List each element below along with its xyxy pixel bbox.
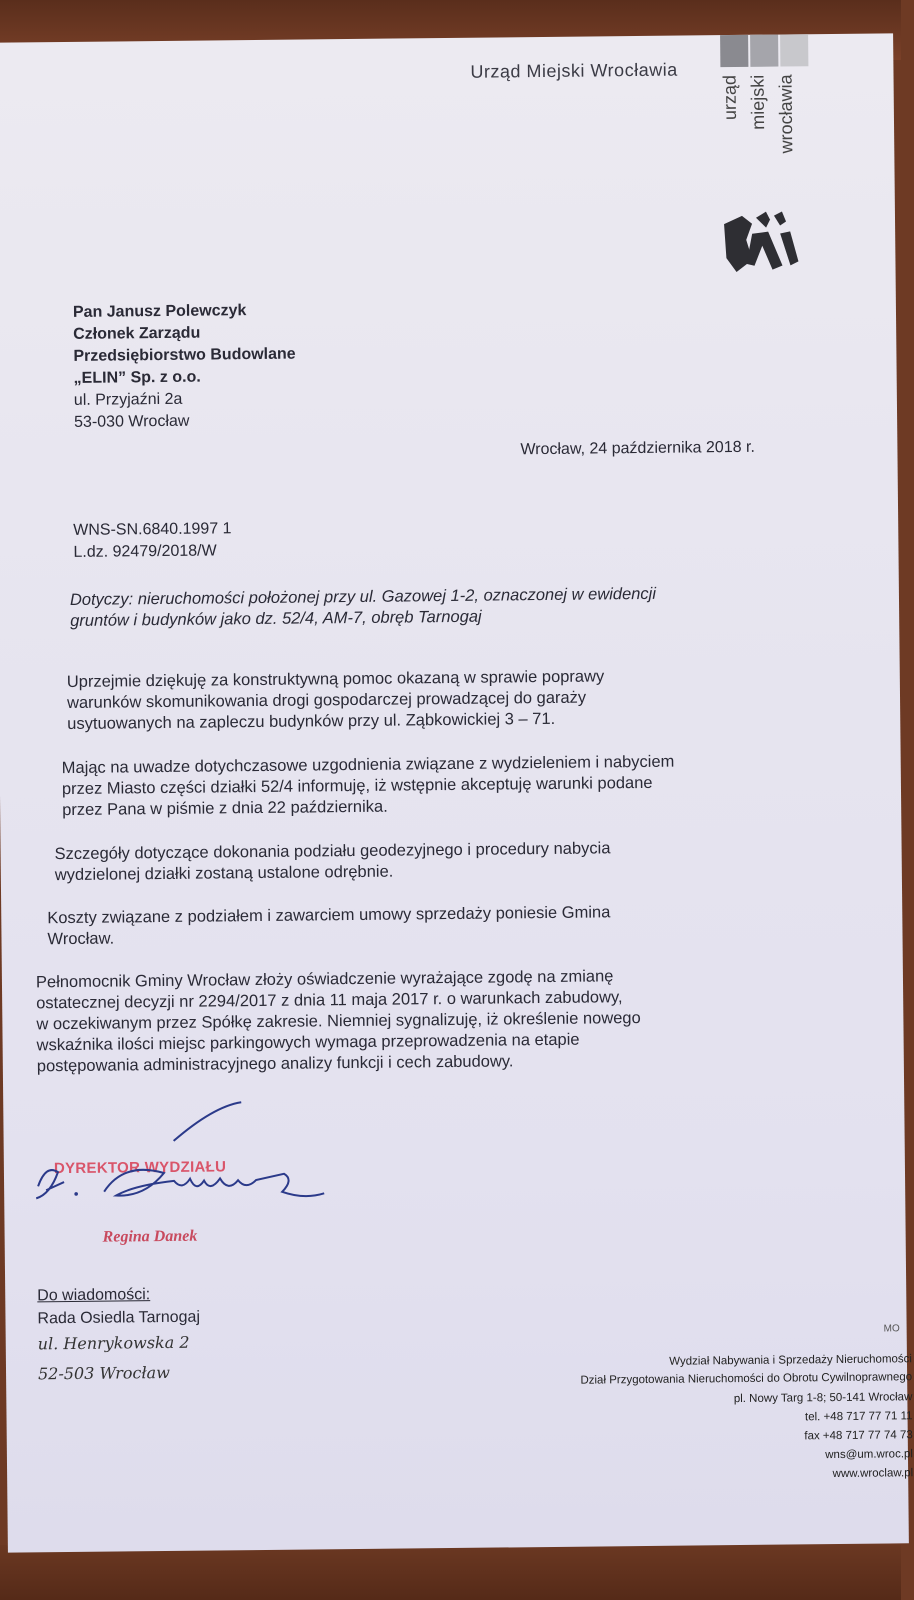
- copy-recipient: Rada Osiedla Tarnogaj: [37, 1308, 201, 1328]
- letter-date: Wrocław, 24 października 2018 r.: [520, 438, 755, 459]
- subject-line: Dotyczy: nieruchomości położonej przy ul. Gazowej 1-2, oznaczonej w ewidencji: [69, 584, 657, 609]
- paragraph-4: [47, 900, 857, 950]
- handwritten-street: ul. Henrykowska 2: [37, 1332, 190, 1354]
- paragraph-1: [67, 664, 878, 735]
- paragraph-line: Szczegóły dotyczące dokonania podziału geodezyjnego i procedury nabycia: [54, 839, 611, 864]
- stamp-title: DYREKTOR WYDZIAŁU: [53, 1158, 227, 1178]
- footer-fax: fax +48 717 77 74 73: [804, 1429, 913, 1443]
- paragraph-2: [62, 750, 873, 821]
- footer-phone: tel. +48 717 77 71 11: [804, 1410, 913, 1424]
- paragraph-line: Mając na uwadze dotychczasowe uzgodnienia związane z wydzieleniem i nabyciem: [61, 752, 675, 778]
- paragraph-line: ostatecznej decyzji nr 2294/2017 z dnia 11 maja 2017 r. o warunkach zabudowy,: [36, 988, 623, 1013]
- subject-line: gruntów i budynków jako dz. 52/4, AM-7, obręb Tarnogaj: [70, 607, 482, 630]
- paragraph-line: postępowania administracyjnego analizy funkcji i cech zabudowy.: [36, 1052, 514, 1076]
- footer-department: Wydział Nabywania i Sprzedaży Nieruchomości: [669, 1353, 913, 1368]
- org-name: Urząd Miejski Wrocławia: [470, 59, 678, 82]
- footer-address: pl. Nowy Targ 1-8; 50-141 Wrocław: [733, 1391, 913, 1406]
- footer-section: Dział Przygotowania Nieruchomości do Obrotu Cywilnoprawnego: [580, 1371, 913, 1387]
- recipient-company: Przedsiębiorstwo Budowlane: [73, 345, 296, 365]
- paragraph-line: Wrocław.: [47, 929, 115, 949]
- city-logo: [720, 34, 823, 305]
- paragraph-line: usytuowanych na zapleczu budynków przy ul. Ząbkowickiej 3 – 71.: [67, 709, 556, 734]
- recipient-company-name: „ELIN” Sp. z o.o.: [73, 368, 201, 387]
- paragraph-line: Koszty związane z podziałem i zawarciem umowy sprzedaży poniesie Gmina: [47, 903, 611, 928]
- paragraph-line: w oczekiwanym przez Spółkę zakresie. Niemniej sygnalizuję, iż określenie nowego: [36, 1009, 641, 1034]
- logo-word-wroclawia: wrocławia: [775, 74, 797, 154]
- handwritten-city: 52-503 Wrocław: [37, 1362, 170, 1384]
- paragraph-line: przez Pana w piśmie z dnia 22 października.: [62, 797, 388, 820]
- footer-email: wns@um.wroc.pl: [825, 1448, 914, 1462]
- paragraph-line: Uprzejmie dziękuję za konstruktywną pomoc okazaną w sprawie poprawy: [66, 667, 605, 692]
- recipient-name: Pan Janusz Polewczyk: [72, 302, 247, 321]
- paragraph-line: wydzielonej działki zostaną ustalone odrębnie.: [54, 862, 394, 885]
- subject: [70, 582, 870, 632]
- logo-bar-dark: [720, 35, 748, 67]
- recipient-street: ul. Przyjaźni 2a: [73, 390, 183, 409]
- handwritten-signature: [23, 1099, 344, 1212]
- paragraph-5: [36, 963, 887, 1077]
- footer-website: www.wroclaw.pl: [832, 1467, 914, 1481]
- case-number: WNS-SN.6840.1997 1: [73, 520, 232, 539]
- table-surface-bottom: [0, 1545, 901, 1600]
- journal-number: L.dz. 92479/2018/W: [73, 542, 217, 561]
- recipient-city: 53-030 Wrocław: [74, 412, 190, 431]
- paragraph-line: wskaźnika ilości miejsc parkingowych wymaga przeprowadzenia na etapie: [36, 1030, 580, 1055]
- paragraph-line: przez Miasto części działki 52/4 informuję, iż wstępnie akceptuję warunki podane: [61, 773, 653, 799]
- letter-sheet: [0, 33, 914, 1552]
- logo-bar-light: [780, 34, 808, 66]
- paragraph-line: Pełnomocnik Gminy Wrocław złoży oświadczenie wyrażające zgodę na zmianę: [35, 967, 614, 992]
- logo-bar-mid: [750, 35, 778, 67]
- logo-word-miejski: miejski: [747, 74, 769, 130]
- logo-mark-icon: [722, 209, 803, 280]
- paragraph-3: [55, 836, 865, 886]
- logo-word-urzad: urząd: [719, 74, 740, 121]
- paragraph-line: warunków skomunikowania drogi gospodarczej prowadzącej do garaży: [66, 688, 587, 713]
- initials-marker: MO: [883, 1323, 900, 1335]
- copies-header: Do wiadomości:: [37, 1286, 151, 1305]
- signatory-name: Regina Danek: [102, 1227, 198, 1246]
- recipient-position: Członek Zarządu: [73, 324, 201, 343]
